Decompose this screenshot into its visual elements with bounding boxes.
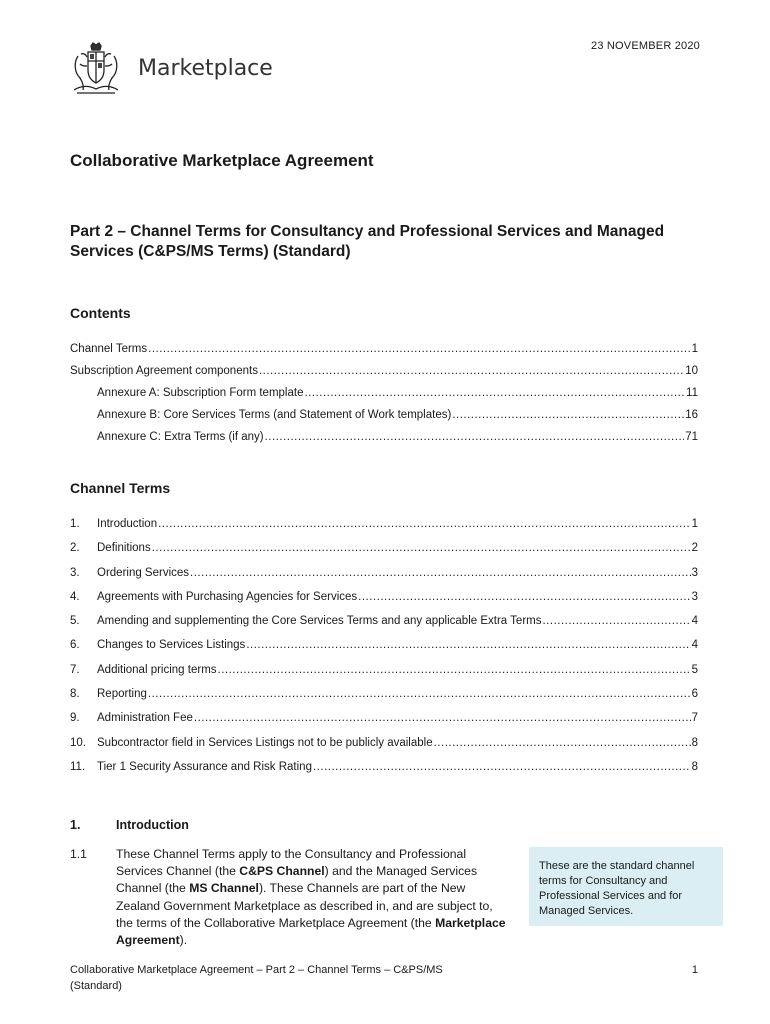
- margin-note: These are the standard channel terms for Consultancy and Professional Services and for Managed Services.: [529, 847, 723, 926]
- toc-entry-label: Introduction: [97, 518, 158, 530]
- section-title: Introduction: [116, 818, 189, 832]
- toc-entry-number: 6.: [70, 639, 80, 652]
- toc-entry[interactable]: [70, 712, 698, 736]
- defined-term: C&PS Channel: [239, 864, 325, 879]
- toc-entry-page: 4: [691, 615, 698, 628]
- toc-entry-label: Amending and supplementing the Core Services Terms and any applicable Extra Terms: [97, 615, 542, 628]
- toc-entry-number: 7.: [70, 663, 80, 676]
- footer-page-number: 1: [691, 964, 698, 976]
- toc-entry[interactable]: [70, 664, 698, 688]
- toc-entry-label: Tier 1 Security Assurance and Risk Rating: [97, 760, 312, 773]
- nz-coat-of-arms-icon: [68, 40, 124, 96]
- toc-entry-number: 3.: [70, 566, 80, 579]
- toc-entry-page: 3: [691, 590, 698, 603]
- section-number: 1.: [70, 818, 81, 832]
- toc-entry-label: Channel Terms: [70, 343, 148, 355]
- toc-dot-leader: [452, 409, 684, 421]
- clause-text-segment: ). These Channels are part of the New Zealand Government Marketplace as described in, and are subject to, the terms of the Collaborative Marketplace Agreement (the: [116, 881, 493, 930]
- channel-terms-list: [70, 518, 698, 785]
- toc-entry-page: 71: [685, 431, 698, 443]
- contents-list: [70, 343, 698, 453]
- toc-entry-page: 7: [691, 712, 698, 725]
- toc-entry[interactable]: [70, 591, 698, 615]
- toc-entry[interactable]: [70, 688, 698, 712]
- section-1-heading: [70, 818, 189, 832]
- document-subtitle: Part 2 – Channel Terms for Consultancy and Professional Services and Managed Services (C&PS/MS Terms) (Standard): [70, 223, 665, 260]
- toc-entry-label: Changes to Services Listings: [97, 639, 246, 652]
- toc-entry[interactable]: [70, 365, 698, 387]
- toc-entry-label: Definitions: [97, 542, 151, 555]
- toc-entry-page: 8: [691, 736, 698, 749]
- clause-text-segment: ).: [179, 933, 188, 948]
- toc-entry-label: Administration Fee: [97, 712, 193, 725]
- toc-dot-leader: [194, 712, 691, 724]
- page-footer: [70, 962, 698, 994]
- toc-entry[interactable]: [70, 542, 698, 566]
- toc-dot-leader: [434, 737, 691, 749]
- toc-entry-label: Reporting: [97, 688, 147, 701]
- toc-dot-leader: [190, 567, 691, 579]
- contents-heading: Contents: [70, 305, 131, 321]
- toc-dot-leader: [358, 591, 690, 603]
- clause-text: [116, 846, 510, 949]
- document-date: 23 NOVEMBER 2020: [591, 40, 700, 52]
- marketplace-logo: [68, 40, 273, 96]
- toc-entry-page: 2: [691, 542, 698, 555]
- toc-dot-leader: [246, 639, 690, 651]
- toc-entry-number: 2.: [70, 542, 80, 555]
- toc-entry[interactable]: [70, 343, 698, 365]
- toc-dot-leader: [304, 387, 685, 399]
- toc-entry-number: 9.: [70, 712, 80, 725]
- toc-entry-label: Agreements with Purchasing Agencies for Services: [97, 590, 358, 603]
- toc-entry-page: 10: [685, 365, 698, 377]
- defined-term: MS Channel: [189, 881, 259, 896]
- toc-entry[interactable]: [70, 387, 698, 409]
- toc-entry-number: 4.: [70, 590, 80, 603]
- toc-entry[interactable]: [70, 409, 698, 431]
- toc-dot-leader: [148, 688, 691, 700]
- toc-entry-page: 3: [691, 566, 698, 579]
- toc-entry-number: 10.: [70, 736, 86, 749]
- toc-entry-label: Additional pricing terms: [97, 663, 217, 676]
- toc-entry[interactable]: [70, 518, 698, 542]
- toc-entry-label: Subscription Agreement components: [70, 365, 258, 377]
- toc-dot-leader: [152, 542, 691, 554]
- toc-entry-page: 1: [691, 518, 698, 530]
- document-title: Collaborative Marketplace Agreement: [70, 151, 374, 170]
- toc-entry-page: 5: [691, 663, 698, 676]
- toc-entry[interactable]: [70, 431, 698, 453]
- toc-entry-page: 11: [686, 387, 698, 399]
- footer-text: Collaborative Marketplace Agreement – Part 2 – Channel Terms – C&PS/MS (Standard): [70, 964, 443, 992]
- toc-dot-leader: [313, 761, 691, 773]
- toc-entry[interactable]: [70, 567, 698, 591]
- toc-entry-number: 11.: [70, 760, 86, 773]
- toc-entry-label: Annexure C: Extra Terms (if any): [97, 431, 264, 443]
- toc-entry-label: Subcontractor field in Services Listings not to be publicly available: [97, 736, 433, 749]
- defined-term: Marketplace Agreement: [116, 915, 506, 948]
- toc-dot-leader: [259, 365, 684, 377]
- toc-entry-page: 4: [691, 639, 698, 652]
- clause-text-segment: These Channel Terms apply to the Consultancy and Professional Services Channel (the: [116, 847, 467, 879]
- toc-entry-label: Annexure B: Core Services Terms (and Statement of Work templates): [97, 409, 452, 421]
- toc-entry[interactable]: [70, 639, 698, 663]
- toc-entry-page: 1: [691, 343, 698, 355]
- clause-1-1: [70, 846, 510, 949]
- toc-entry[interactable]: [70, 761, 698, 785]
- toc-dot-leader: [542, 615, 690, 627]
- toc-entry-page: 6: [691, 688, 698, 701]
- logo-text: Marketplace: [138, 55, 273, 81]
- toc-entry[interactable]: [70, 615, 698, 639]
- channel-terms-heading: Channel Terms: [70, 480, 171, 496]
- toc-entry-number: 5.: [70, 615, 80, 628]
- toc-dot-leader: [148, 343, 690, 355]
- toc-dot-leader: [158, 518, 690, 530]
- toc-entry-label: Ordering Services: [97, 566, 190, 579]
- toc-entry-label: Annexure A: Subscription Form template: [97, 387, 304, 399]
- toc-entry-number: 8.: [70, 688, 80, 701]
- toc-dot-leader: [265, 431, 685, 443]
- toc-dot-leader: [218, 664, 691, 676]
- toc-entry-number: 1.: [70, 518, 80, 530]
- clause-text-segment: ) and the Managed Services Channel (the: [116, 864, 478, 896]
- toc-entry-page: 8: [691, 760, 698, 773]
- toc-entry[interactable]: [70, 737, 698, 761]
- toc-entry-page: 16: [685, 409, 698, 421]
- clause-number: 1.1: [70, 847, 87, 861]
